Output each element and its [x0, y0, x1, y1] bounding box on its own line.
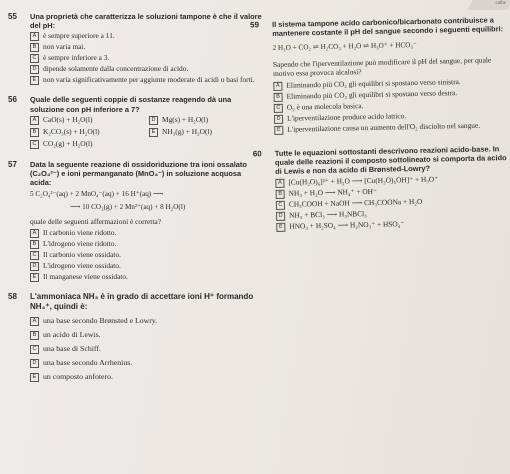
question-stem: Data la seguente reazione di ossidoriduzione tra ioni ossalato (C₂O₄²⁻) e ioni permanganato (MnO₄⁻) in soluzione acquosa acida:	[30, 159, 247, 188]
option-text: [Cu(H₂O)₆]²⁺ + H₂O ⟶ [Cu(H₂O)₅OH]⁺ + H₃O⁺	[288, 174, 439, 187]
question-ask: Sapendo che l'iperventilazione può modificare il pH del sangue, per quale motivo essa provoca alcalosi?	[272, 55, 492, 78]
option-text: L'iperventilazione produce acido lattico.	[286, 111, 407, 123]
question-number: 59	[250, 20, 260, 30]
options	[30, 228, 262, 282]
option-text: L'idrogeno viene ridotto.	[43, 239, 117, 249]
answer-option-e[interactable]	[30, 75, 262, 85]
question-number: 58	[8, 292, 17, 302]
option-letter-box: A	[30, 229, 39, 238]
option-text: L'iperventilazione causa un aumento dell'O₂ disciolto nel sangue.	[287, 120, 481, 134]
options	[273, 76, 506, 135]
option-letter-box: D	[276, 211, 285, 220]
option-letter-box: C	[30, 345, 39, 354]
question-stem: Una proprietà che caratterizza le soluzioni tampone è che il valore del pH:	[30, 12, 262, 31]
answer-option-b[interactable]	[30, 330, 262, 340]
option-letter-box: E	[274, 126, 283, 135]
option-text: NH₃ + H₂O ⟶ NH₄⁺ + OH⁻	[288, 186, 377, 198]
option-text: un acido di Lewis.	[43, 330, 101, 340]
option-text: CO₂(g) + H₂O(l)	[43, 138, 93, 148]
option-text: non varia significativamente per aggiunte moderate di acidi o basi forti.	[43, 75, 255, 85]
answer-option-c[interactable]	[30, 139, 143, 149]
answer-option-a[interactable]	[30, 115, 143, 125]
option-letter-box: B	[30, 43, 39, 52]
option-letter-box: D	[274, 115, 283, 124]
option-letter-box: D	[30, 359, 39, 368]
answer-option-e[interactable]	[149, 127, 262, 137]
question-stem: Il sistema tampone acido carbonico/bicarbonato contribuisce a mantenere costante il pH del sangue secondo i seguenti equilibri:	[272, 15, 504, 39]
option-text: è sempre superiore a 11.	[43, 31, 115, 41]
answer-option-e[interactable]	[30, 272, 262, 282]
option-text: è sempre inferiore a 3.	[43, 53, 110, 63]
answer-option-c[interactable]	[30, 344, 262, 354]
question-57	[8, 159, 262, 282]
option-letter-box: B	[276, 189, 285, 198]
options	[275, 173, 508, 232]
question-56	[8, 95, 262, 149]
option-letter-box: E	[149, 128, 158, 137]
option-letter-box: B	[30, 240, 39, 249]
answer-option-d[interactable]	[30, 358, 262, 368]
option-letter-box: A	[275, 178, 284, 187]
answer-option-b[interactable]	[30, 42, 262, 52]
option-text: una base secondo Arrhenius.	[43, 358, 133, 368]
options	[30, 114, 262, 150]
redox-equation-line-2: ⟶ 10 CO₂(g) + 2 Mn²⁺(aq) + 8 H₂O(l)	[70, 202, 186, 211]
option-text: Eliminando più CO₂ gli equilibri si spostano verso destra.	[286, 88, 458, 101]
option-text: NH₃(g) + H₂O(l)	[162, 126, 212, 136]
right-column	[250, 15, 509, 241]
option-letter-box: D	[30, 262, 39, 271]
option-text: un composto anfotero.	[43, 372, 113, 382]
option-text: Mg(s) + H₂O(l)	[162, 114, 209, 124]
options	[30, 316, 262, 382]
option-letter-box: B	[30, 331, 39, 340]
answer-option-b[interactable]	[30, 239, 262, 249]
question-stem: Quale delle seguenti coppie di sostanze reagendo dà una soluzione con pH inferiore a 7?	[30, 95, 232, 114]
redox-equation-line-1: 5 C₂O₄²⁻(aq) + 2 MnO₄⁻(aq) + 16 H⁺(aq) ⟶	[30, 190, 164, 199]
question-number: 55	[8, 12, 17, 21]
option-letter-box: A	[30, 116, 39, 125]
question-stem: L'ammoniaca NH₃ è in grado di accettare ioni H⁺ formando NH₄⁺, quindi è:	[30, 292, 254, 312]
option-letter-box: C	[276, 200, 285, 209]
answer-option-d[interactable]	[30, 64, 262, 74]
question-number: 56	[8, 95, 17, 105]
option-text: L'idrogeno viene ossidato.	[43, 261, 121, 271]
option-text: Il carbonio viene ossidato.	[43, 250, 121, 260]
option-text: HNO₃ + H₂SO₄ ⟶ H₂NO₃⁺ + HSO₄⁻	[289, 218, 405, 231]
question-58	[8, 292, 262, 382]
option-text: non varia mai.	[43, 42, 86, 52]
option-letter-box: A	[273, 82, 282, 91]
answer-option-d[interactable]	[30, 261, 262, 271]
question-stem: Tutte le equazioni sottostanti descrivono reazioni acido-base. In quale delle reazioni il composto sottolineato si comporta da acido di Lewis e non da acido di Brønsted-Lowry?	[274, 144, 507, 177]
option-text: Il carbonio viene ridotto.	[43, 228, 117, 238]
option-letter-box: E	[276, 222, 285, 231]
answer-option-b[interactable]	[30, 127, 143, 137]
corner-text: calbe	[495, 1, 506, 6]
option-letter-box: E	[30, 273, 39, 282]
option-text: CaO(s) + H₂O(l)	[43, 114, 93, 124]
option-text: O₂ è una molecola basica.	[286, 101, 364, 112]
option-text: CH₃COOH + NaOH ⟶ CH₃COONa + H₂O	[288, 196, 423, 209]
option-letter-box: E	[30, 373, 39, 382]
option-letter-box: C	[30, 140, 39, 149]
question-number: 57	[8, 159, 17, 169]
option-text: NH₃ + BCl₃ ⟶ H₃NBCl₃	[288, 208, 367, 220]
option-text: Eliminando più CO₂ gli equilibri si spostano verso sinistra.	[286, 77, 461, 90]
answer-option-d[interactable]	[149, 115, 262, 125]
option-letter-box: D	[149, 116, 158, 125]
option-text: dipende solamente dalla concentrazione di acido.	[43, 64, 189, 74]
question-55	[8, 12, 262, 85]
option-letter-box: A	[30, 32, 39, 41]
buffer-equilibrium: 2 H₂O + CO₂ ⇌ H₂CO₃ + H₂O ⇌ H₃O⁺ + HCO₃⁻	[272, 41, 417, 53]
left-column	[8, 12, 262, 392]
option-text: una base di Schiff.	[43, 344, 101, 354]
option-text: K₂CO₃(s) + H₂O(l)	[43, 126, 100, 136]
option-letter-box: C	[30, 54, 39, 63]
option-letter-box: E	[30, 76, 39, 85]
option-letter-box: B	[30, 128, 39, 137]
option-letter-box: C	[30, 251, 39, 260]
question-number: 60	[252, 149, 262, 159]
answer-option-a[interactable]	[30, 31, 262, 41]
answer-option-e[interactable]	[30, 372, 262, 382]
question-ask: quale delle seguenti affermazioni è corretta?	[30, 216, 161, 226]
option-letter-box: A	[30, 317, 39, 326]
question-60	[252, 144, 509, 231]
option-letter-box: D	[30, 65, 39, 74]
option-letter-box: C	[274, 104, 283, 113]
options	[30, 31, 262, 85]
option-text: una base secondo Brønsted e Lowry.	[43, 316, 158, 326]
answer-option-a[interactable]	[30, 228, 262, 238]
question-59	[250, 15, 506, 135]
option-text: Il manganese viene ossidato.	[43, 272, 128, 282]
answer-option-c[interactable]	[30, 53, 262, 63]
answer-option-a[interactable]	[30, 316, 262, 326]
option-letter-box: B	[274, 93, 283, 102]
answer-option-c[interactable]	[30, 250, 262, 260]
